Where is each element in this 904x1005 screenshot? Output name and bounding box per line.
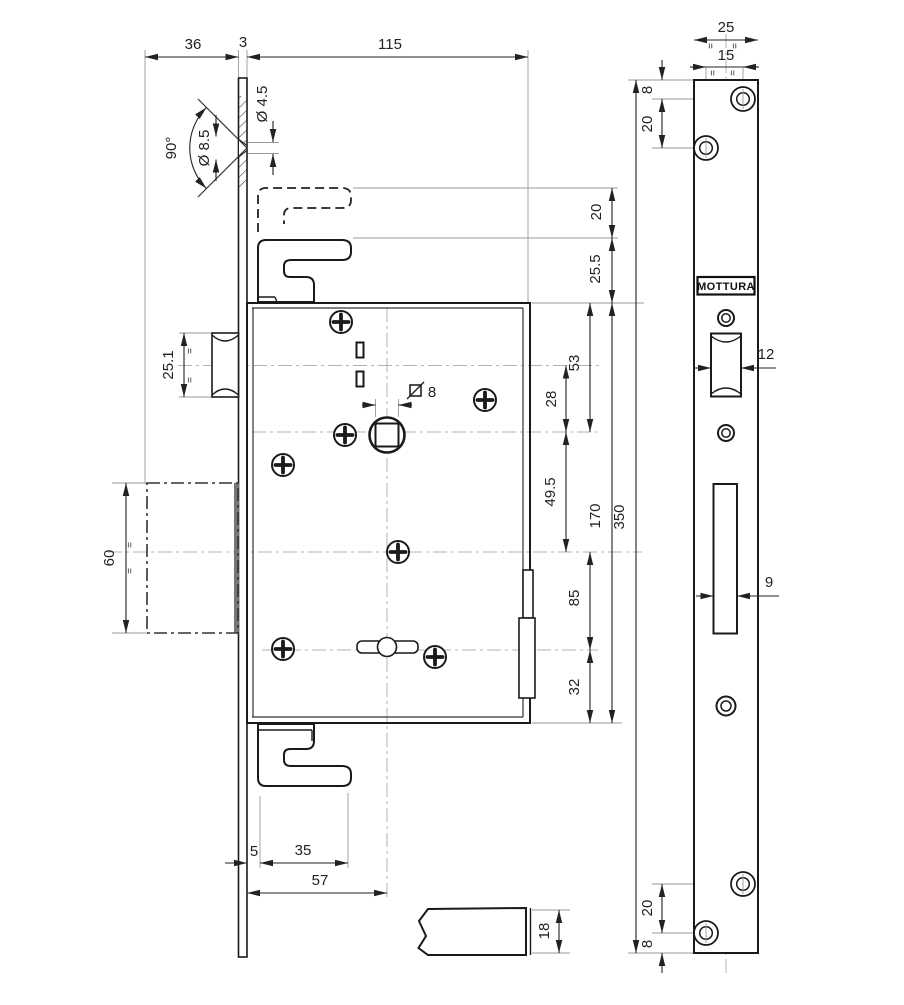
screw bbox=[330, 311, 352, 333]
faceplate-front-view bbox=[694, 80, 758, 953]
dim-label-35: 35 bbox=[294, 842, 312, 859]
dim-label-25: 25 bbox=[717, 19, 735, 36]
dim-label-5: 5 bbox=[249, 843, 259, 860]
dim-label-3: 3 bbox=[238, 34, 248, 51]
lock-body bbox=[247, 303, 535, 723]
dim-label-49-5: 49.5 bbox=[542, 477, 559, 507]
hook-bolt-bottom bbox=[258, 724, 351, 786]
dim-label-60: 60 bbox=[101, 549, 118, 567]
equals-mark: = bbox=[125, 542, 136, 548]
dim-label-15: 15 bbox=[717, 47, 735, 64]
screw bbox=[334, 424, 356, 446]
screw bbox=[272, 638, 294, 660]
equals-mark: = bbox=[708, 70, 719, 76]
dim-label-170: 170 bbox=[587, 503, 604, 529]
faceplate-section-view bbox=[198, 78, 247, 957]
dim-label-350: 350 bbox=[611, 504, 628, 530]
hook-bolt-top bbox=[258, 240, 351, 302]
dim-label-20: 20 bbox=[588, 203, 605, 221]
dim-label-36: 36 bbox=[184, 36, 202, 53]
faceplate-section bbox=[239, 78, 248, 957]
edge-tab bbox=[519, 618, 535, 698]
dim-label-square-8: 8 bbox=[427, 384, 437, 401]
dim-label-dia-8-5: Ø 8.5 bbox=[196, 129, 213, 167]
slot-opening bbox=[357, 343, 364, 358]
latch-opening bbox=[711, 334, 741, 397]
dim-label-9: 9 bbox=[764, 574, 774, 591]
mottura-logo bbox=[697, 277, 755, 295]
dim-label-85: 85 bbox=[566, 589, 583, 607]
dim-label-32: 32 bbox=[566, 678, 583, 696]
edge-tab bbox=[523, 570, 533, 618]
pin-hole bbox=[718, 310, 734, 326]
dim-label-115: 115 bbox=[378, 36, 402, 53]
latch-bolt bbox=[212, 333, 239, 397]
deadbolt-extended-phantom bbox=[147, 483, 238, 633]
equals-mark: = bbox=[730, 43, 741, 49]
dim-label-8-top: 8 bbox=[639, 85, 656, 95]
dim-label-20-top: 20 bbox=[639, 115, 656, 133]
hook-bolt-extended-phantom bbox=[258, 188, 351, 232]
screw bbox=[474, 389, 496, 411]
dim-label-dia-4-5: Ø 4.5 bbox=[254, 85, 271, 123]
dim-label-25-5: 25.5 bbox=[587, 254, 604, 284]
dim-label-53: 53 bbox=[566, 354, 583, 372]
deadbolt-group bbox=[147, 483, 240, 633]
deadbolt-opening bbox=[714, 484, 738, 634]
slot-opening bbox=[357, 372, 364, 387]
lock-case-outline bbox=[247, 303, 530, 723]
square-symbol bbox=[407, 382, 424, 399]
dim-label-28: 28 bbox=[543, 390, 560, 408]
dim-label-57: 57 bbox=[311, 872, 329, 889]
dim-label-8-bottom: 8 bbox=[639, 939, 656, 949]
latch-bolt-group bbox=[212, 333, 239, 397]
screw bbox=[387, 541, 409, 563]
screw bbox=[272, 454, 294, 476]
dim-label-12: 12 bbox=[757, 346, 775, 363]
cam-lever bbox=[357, 638, 418, 657]
equals-mark: = bbox=[125, 568, 136, 574]
equals-mark: = bbox=[706, 43, 717, 49]
equals-mark: = bbox=[185, 348, 196, 354]
dim-label-90deg: 90° bbox=[163, 136, 180, 160]
pin-hole bbox=[717, 697, 736, 716]
brand-label: MOTTURA bbox=[697, 281, 755, 293]
screw bbox=[424, 646, 446, 668]
equals-mark: = bbox=[185, 377, 196, 383]
lock-case-side-view bbox=[419, 908, 531, 955]
spindle-square-hole bbox=[376, 424, 399, 447]
dim-label-20-bottom: 20 bbox=[639, 899, 656, 917]
equals-mark: = bbox=[728, 70, 739, 76]
pin-hole bbox=[718, 425, 734, 441]
dim-label-25-1: 25.1 bbox=[160, 350, 177, 380]
dim-label-18: 18 bbox=[536, 922, 553, 940]
